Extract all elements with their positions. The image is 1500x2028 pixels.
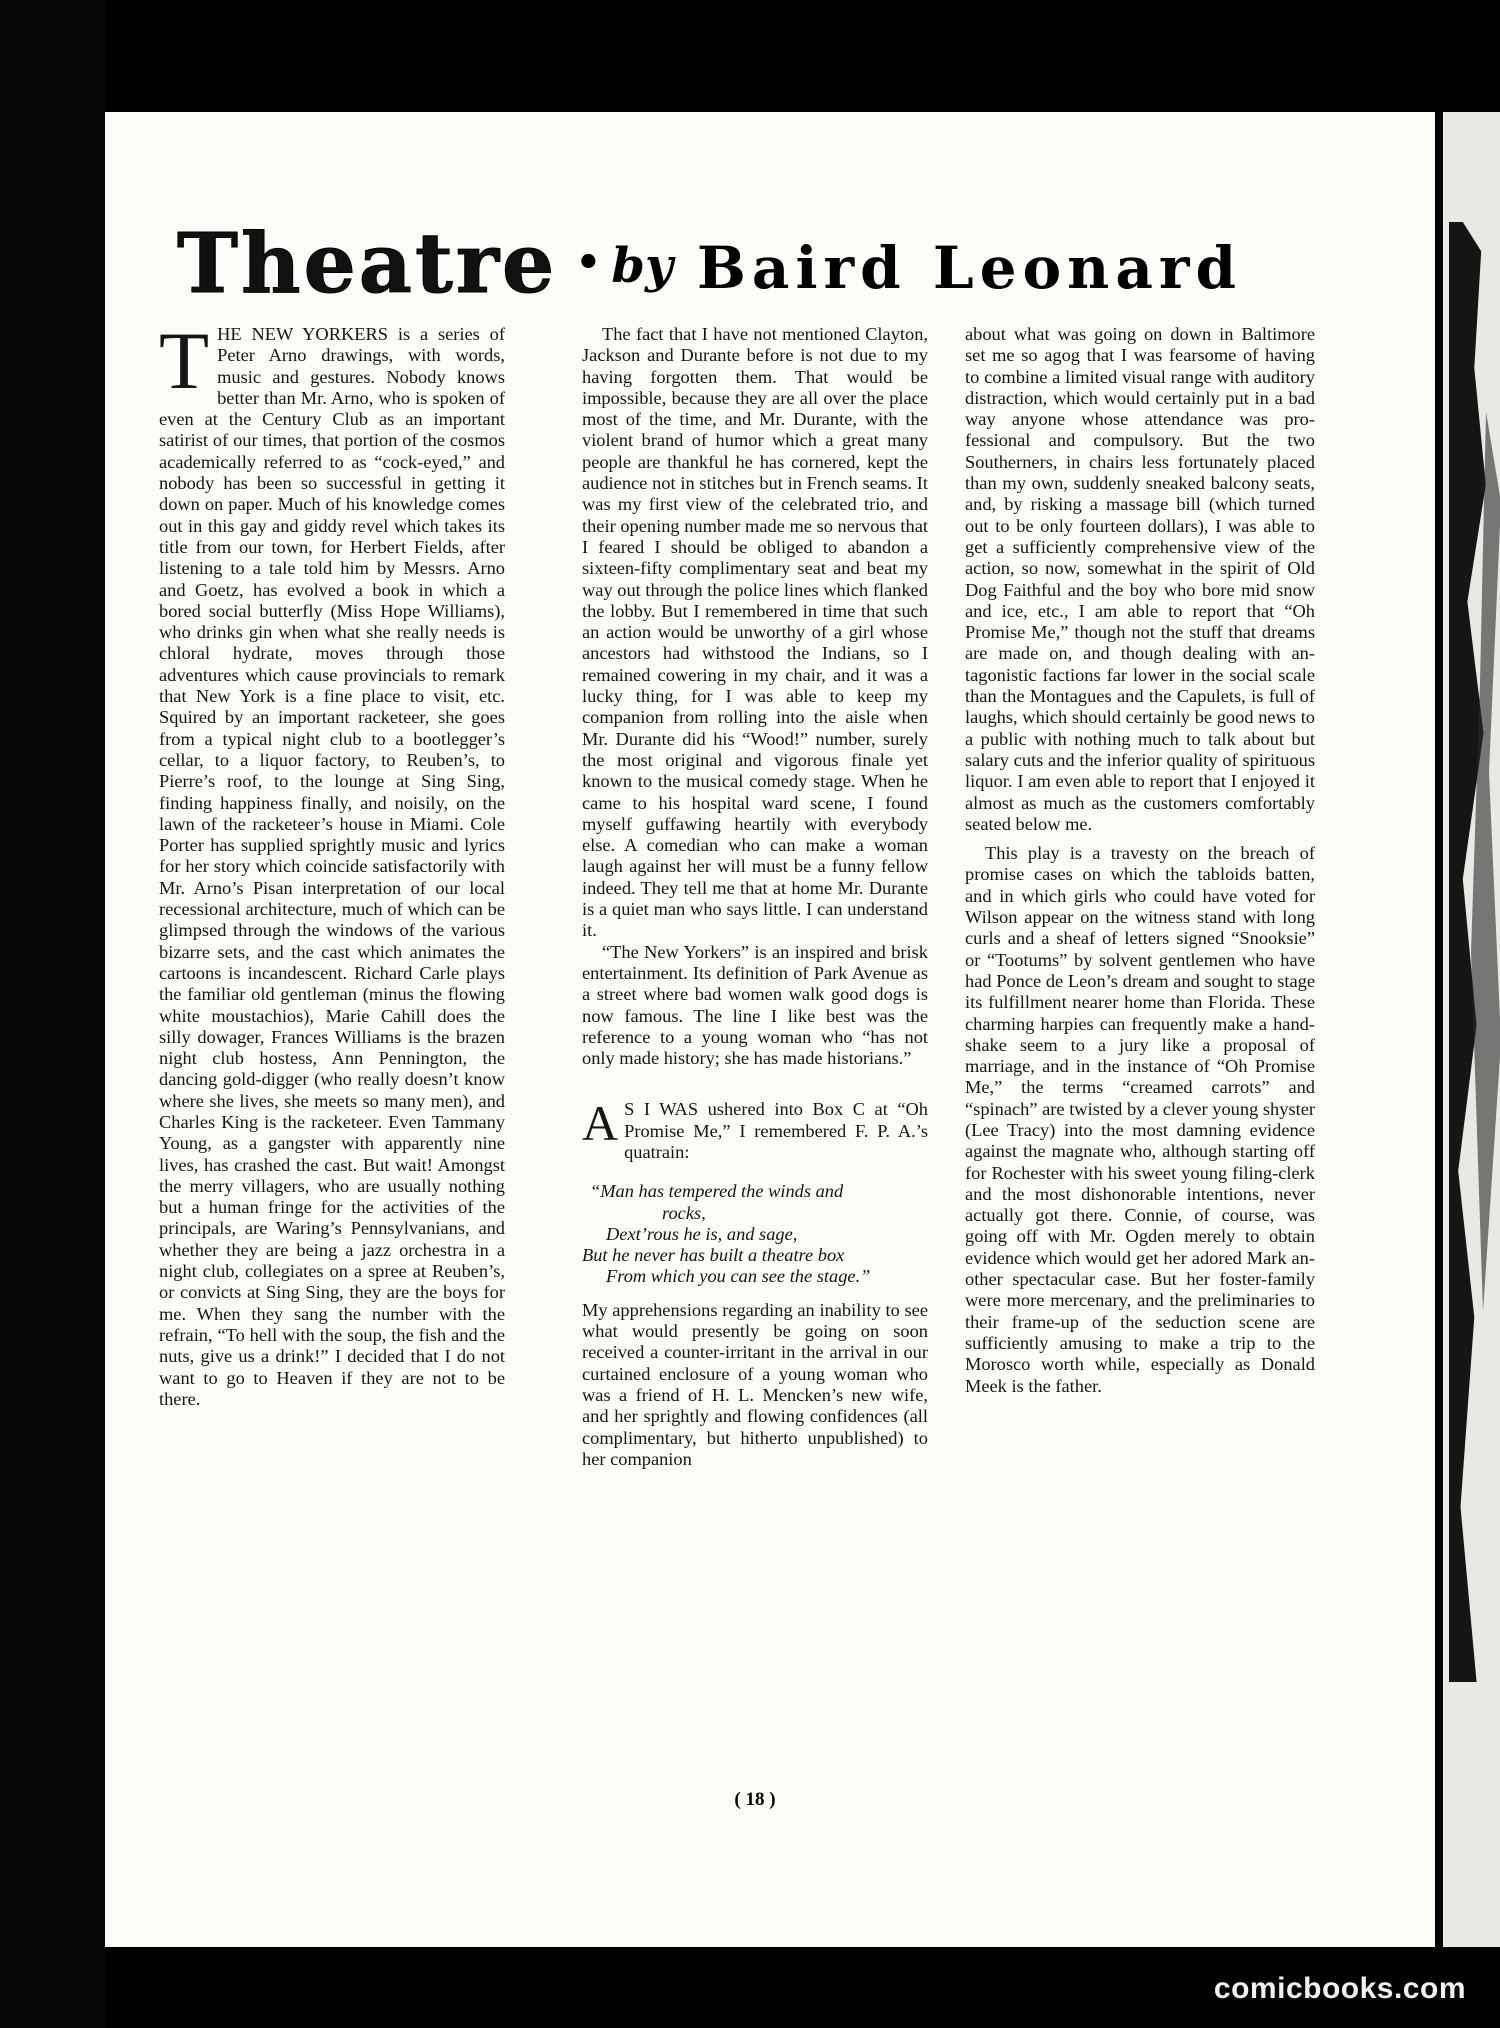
magazine-page: [105, 112, 1435, 1947]
paragraph: [582, 1095, 928, 1163]
byline-author: Baird Leonard: [696, 234, 1243, 302]
paragraph: This play is a travesty on the breach of promise cases on which the tabloids batten, and in which girls who could have voted for Wilson appear on the witness stand with long curls and a sheaf of letters signed “Snooksie” or “Tootums” by solvent gentlemen who have had Ponce de Leon’s dream and sought to stage its fulfillment nearer home than Florida. These charming harpies can frequently make a handshake seem to a jury like a proposal of marriage, and in the instance of “Oh Promise Me,” the terms “creamed carrots” and “spinach” are twisted by a clever young shyster (Lee Tracy) into the most damning evidence against the magnate who, although starting off for Rochester with his sweet young filing-clerk and the most dishonorable intentions, never actually got there. Connie, of course, was going off with Mr. Ogden merely to obtain evidence which would get her adored Mark another spectacular case. But her foster-family were more mercenary, and the preliminaries to their frame-up of the seduction scene are sufficiently amusing to make a trip to the Morosco worth while, especially as Donald Meek is the father.: [965, 843, 1315, 1396]
poem-line: But he never has built a theatre box: [582, 1245, 845, 1266]
paragraph-text: HE NEW YORKERS is a series of Peter Arno drawings, with words, music and gestures. Nobody knows better than Mr. Arno, who is spoken of even at the Century Club as an important satirist of our times, that portion of the cosmos academically referred to as “cock-eyed,” and nobody has been so successful in getting it down on paper. Much of his knowledge comes out in this gay and giddy revel which takes its title from our town, for Herbert Fields, after listening to a tale told him by Messrs. Arno and Goetz, has evolved a book in which a bored social butterfly (Miss Hope Williams), who drinks gin when what she really needs is chloral hydrate, moves through those adventures which cause provincials to remark that New York is a fine place to visit, etc. Squired by an important racketeer, she goes from a typical night club to a bootlegger’s cellar, to a liquor factory, to Reuben’s, to Pierre’s roof, to the lounge at Sing Sing, finding happiness finally, and noisily, on the lawn of the racketeer’s house in Miami. Cole Porter has supplied sprightly music and lyrics for her story which coincide satisfactorily with Mr. Arno’s Pisan interpretation of our local recessional architecture, much of which can be glimpsed through the windows of the various bizarre sets, and the cast which animates the cartoons is incandescent. Richard Carle plays the familiar old gentleman (minus the flowing white moustachios), Marie Cahill does the silly dowager, Frances Williams is the brazen night club hostess, Ann Pennington, the dancing gold-digger (who really doesn’t know where she lives, she meets so many men), and Charles King is the racketeer. Even Tammany Young, as a gangster with apparently nine lives, has crashed the cast. But wait! Amongst the merry villagers, who are usually nothing but a human fringe for the activities of the principals, are Waring’s Pennsylvanians, and whether they are being a jazz orchestra in a night club, collegiates on a spree at Reuben’s, or convicts at Sing Sing, they are the boys for me. When they sang the number with the refrain, “To hell with the soup, the fish and the nuts, give us a drink!” I decided that I do not want to go to Heaven if they are not to be there.: [159, 324, 505, 1409]
poem-line: Dext’rous he is, and sage,: [606, 1223, 798, 1244]
column-1: [159, 315, 505, 1410]
quatrain: [582, 1181, 928, 1287]
paragraph: about what was going on down in Baltimore set me so agog that I was fearsome of having to combine a limited visual range with auditory distraction, which would certainly put in a bad way anyone whose attendance was professional and compulsory. But the two Southerners, in chairs less fortunately placed than my own, suddenly sneaked balcony seats, and, by risking a massage bill (which turned out to be only fourteen dollars), I was able to get a sufficiently comprehensive view of the action, so now, somewhat in the spirit of Old Dog Faithful and the boy who bore mid snow and ice, etc., I am able to report that “Oh Promise Me,” though not the stuff that dreams are made on, and though dealing with antagonistic factions far lower in the social scale than the Montagues and the Capulets, is full of laughs, which should certainly be good news to a public with nothing much to talk about but salary cuts and the inferior quality of spirituous liquor. I am even able to report that I enjoyed it almost as much as the customers comfortably seated below me.: [965, 324, 1315, 834]
scan-left-border: [0, 0, 105, 2028]
page-number: ( 18 ): [734, 1789, 776, 1810]
paragraph: “The New Yorkers” is an inspired and brisk entertainment. Its definition of Park Avenue as a street where bad women walk good dogs is now famous. The line I like best was the reference to a young woman who “has not only made history; she has made historians.”: [582, 941, 928, 1069]
poem-line: “Man has tempered the winds and: [590, 1181, 844, 1202]
drop-cap: T: [159, 315, 210, 406]
column-3: [965, 324, 1315, 1397]
section-heading: Theatre: [177, 216, 558, 312]
poem-line: From which you can see the stage.”: [606, 1266, 871, 1287]
paragraph: My apprehensions regarding an inability to see what would presently be going on soon received a counter-irritant in the arrival in our curtained enclosure of a young woman who was a friend of H. L. Mencken’s new wife, and her sprightly and flowing confidences (all complimentary, but hitherto unpublished) to her companion: [582, 1299, 928, 1469]
title-separator: •: [579, 233, 598, 290]
poem-line: rocks,: [662, 1202, 706, 1223]
paragraph-text: S I WAS ushered into Box C at “Oh Promise Me,” I remembered F. P. A.’s quatrain:: [624, 1099, 928, 1162]
article-title: [177, 216, 1407, 312]
paragraph: The fact that I have not mentioned Clayton, Jackson and Durante before is not due to my having forgotten them. That would be impossible, because they are all over the place most of the time, and Mr. Durante, with the violent brand of humor which a great many people are thankful he has cornered, kept the audience not in stitches but in French seams. It was my first view of the celebrated trio, and their opening number made me so nervous that I feared I should be obliged to abandon a sixteen-fifty complimentary seat and beat my way out through the police lines which flanked the lobby. But I remembered in time that such an action would be unworthy of a girl whose ancestors had withstood the Indians, so I remained cowering in my chair, and it was a lucky thing, for I was able to keep my companion from rolling into the aisle when Mr. Durante did his “Wood!” number, surely the most original and vigorous finale yet known to the musical comedy stage. When he came to his hospital ward scene, I found myself guffawing heartily with everybody else. A comedian who can make a woman laugh against her will must be a funny fellow indeed. They tell me that at home Mr. Durante is a quiet man who says little. I can understand it.: [582, 324, 928, 941]
watermark: comicbooks.com: [1213, 1972, 1466, 2005]
byline-by: by: [611, 238, 673, 294]
column-2: [582, 324, 928, 1470]
paragraph: [159, 315, 505, 1410]
adjacent-page-illustration: [1435, 112, 1500, 1947]
drop-cap: A: [582, 1095, 619, 1152]
